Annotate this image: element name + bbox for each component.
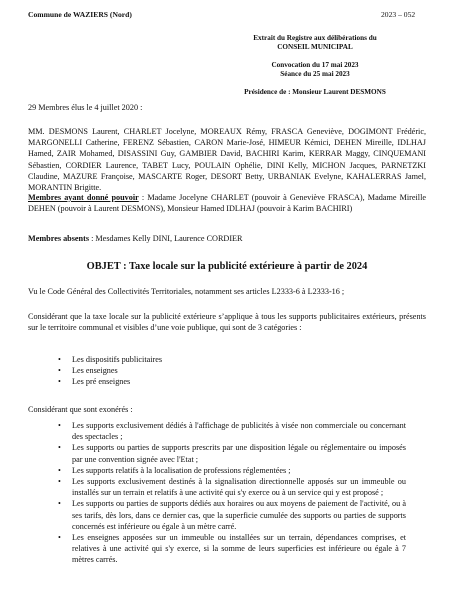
list-item: • Les supports exclusivement destinés à la signalisation directionnelle apposés sur un immeuble ou installés sur un terrain et relatifs à une activité qui s'y exerce ou à un service qui y est proposé ; — [56, 476, 406, 498]
list-item: • Les supports ou parties de supports prescrits par une disposition légale ou réglementaire ou imposés par une convention signée avec l'Etat ; — [56, 442, 406, 464]
considerant-exemptions: Considérant que sont exonérés : — [28, 405, 133, 414]
session-date: Séance du 25 mai 2023 — [280, 70, 350, 78]
absent-text: : Mesdames Kelly DINI, Laurence CORDIER — [89, 234, 243, 243]
absent-members — [28, 233, 426, 244]
commune-header: Commune de WAZIERS (Nord) — [28, 10, 132, 19]
deliberation-number: 2023 – 052 — [381, 10, 416, 19]
legal-basis: Vu le Code Général des Collectivités Territoriales, notamment ses articles L2333-6 à L2333-16 ; — [28, 287, 345, 296]
list-item: • Les supports relatifs à la localisation de professions réglementées ; — [56, 465, 406, 476]
list-item: • Les enseignes — [56, 365, 406, 376]
considerant-scope: Considérant que la taxe locale sur la publicité extérieure s’applique à tous les supports publicitaires extérieurs, présents sur le territoire communal et visibles d’une voie publique, qui sont de 3 catégories : — [28, 312, 426, 333]
proxy-members — [28, 192, 426, 214]
register-title: Extrait du Registre aux délibérations du — [253, 34, 377, 42]
list-item: • Les pré enseignes — [56, 376, 406, 387]
elected-members-count: 29 Membres élus le 4 juillet 2020 : — [28, 103, 143, 112]
object-title: OBJET : Taxe locale sur la publicité extérieure à partir de 2024 — [86, 261, 368, 272]
list-item: • Les supports ou parties de supports dédiés aux horaires ou aux moyens de paiement de l'activité, ou à ses tarifs, dès lors, dans ce dernier cas, que la superficie cumulée des supports ou parties de supports concernés est inférieure ou égale à un mètre carré. — [56, 498, 406, 532]
council-title: CONSEIL MUNICIPAL — [277, 43, 353, 51]
absent-label: Membres absents — [28, 234, 90, 243]
list-item: • Les dispositifs publicitaires — [56, 354, 406, 365]
list-item: • Les enseignes apposées sur un immeuble ou installées sur un terrain, dépendances comprises, et relatives à une activité qui s'y exerce, si la somme de leurs superficies est inférieure ou égale à 7 mètres carrés. — [56, 532, 406, 566]
present-members-list: MM. DESMONS Laurent, CHARLET Jocelyne, MOREAUX Rémy, FRASCA Geneviève, DOGIMONT Frédéric, MARGONELLI Catherine, FERENZ Sébastien, CARON Marie-José, HIMEUR Kémici, DEHEN Mireille, IDLHAJ Hamed, ZAIR Mohamed, DISASSINI Guy, GAMBIER David, BACHIRI Karim, KERRAR Maggy, CINQUEMANI Sébastien, CORDIER Laurence, TABET Lucy, POULAIN Ophélie, DINI Kelly, MICHON Jacques, PARNETZKI Claudine, MAZURE Françoise, MASCARTE Roger, DESORT Betty, URBANIAK Evelyne, KAHALERRAS Jamel, MORANTIN Brigitte. — [28, 127, 426, 193]
list-item: • Les supports exclusivement dédiés à l'affichage de publicités à visée non commerciale ou concernant des spectacles ; — [56, 420, 406, 442]
proxy-label: Membres ayant donné pouvoir — [28, 193, 139, 202]
category-list — [56, 354, 406, 388]
convocation-date: Convocation du 17 mai 2023 — [271, 61, 359, 69]
proxy-text: : Madame Jocelyne CHARLET (pouvoir à Geneviève FRASCA), Madame Mireille DEHEN (pouvoir à Laurent DESMONS), Monsieur Hamed IDLHAJ (pouvoir à Karim BACHIRI) — [28, 193, 426, 214]
exemption-list — [56, 420, 406, 566]
presidency: Présidence de : Monsieur Laurent DESMONS — [244, 88, 386, 96]
